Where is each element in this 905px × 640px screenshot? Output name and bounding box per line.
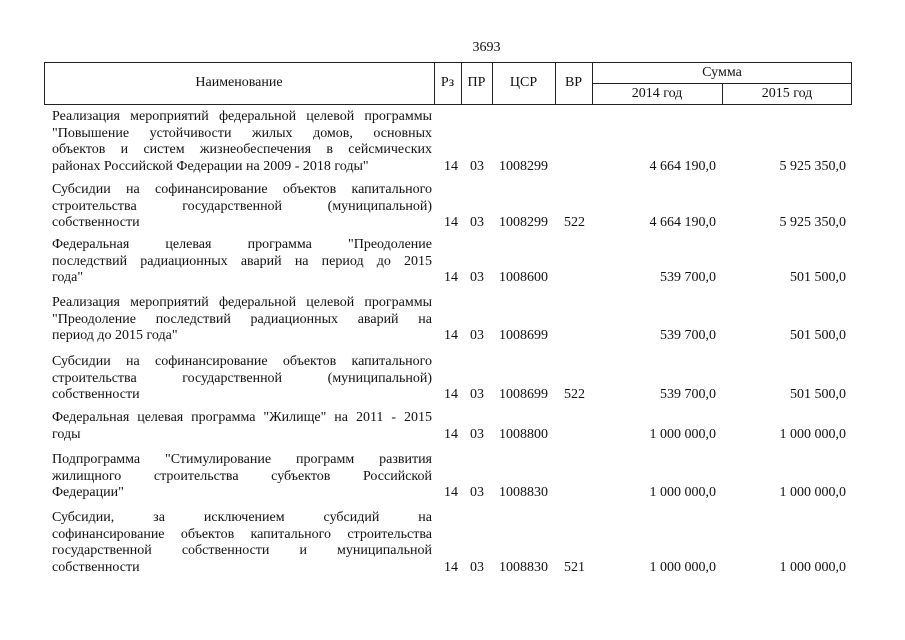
row-name (52, 109, 432, 175)
table-header (44, 62, 852, 104)
row-sum-2015: 501 500,0 (790, 270, 846, 285)
row-name-line: жилищного строительства субъектов Российской (52, 468, 432, 484)
row-rz: 14 (444, 485, 458, 500)
header-year-2015: 2015 год (761, 86, 813, 101)
header-name: Наименование (195, 75, 283, 90)
row-sum-2015: 501 500,0 (790, 387, 846, 402)
table-row (52, 410, 852, 443)
row-name (52, 410, 432, 443)
header-pr: ПР (467, 75, 486, 90)
table-row (52, 237, 852, 287)
row-name-line: районах Российской Федерации на 2009 - 2018 годы" (52, 158, 369, 174)
row-name-line: Субсидии на софинансирование объектов капитального (52, 354, 432, 369)
row-pr: 03 (470, 559, 484, 575)
row-name-line: "Преодоление последствий радиационных аварий на (52, 311, 432, 327)
row-name-line: объектов и систем жизнеобеспечения в сейсмических (52, 142, 432, 157)
row-name-line: софинансирование объектов капитального строительства (52, 526, 432, 542)
row-sum-2014: 539 700,0 (660, 387, 716, 402)
header-vr: ВР (564, 75, 583, 90)
row-rz: 14 (444, 215, 458, 230)
header-csr: ЦСР (509, 75, 538, 90)
row-sum-2015: 1 000 000,0 (779, 559, 846, 575)
row-csr: 1008800 (499, 426, 548, 442)
row-name (52, 510, 432, 576)
row-name-line: Федеральная целевая программа "Преодоление (52, 237, 432, 252)
row-rz: 14 (444, 387, 458, 402)
row-name-line: года" (52, 270, 84, 285)
row-pr: 03 (470, 328, 484, 343)
row-sum-2014: 539 700,0 (660, 328, 716, 343)
row-pr: 03 (470, 158, 484, 174)
row-vr: 521 (564, 559, 585, 575)
row-name (52, 354, 432, 404)
row-name (52, 182, 432, 232)
header-rz: Рз (440, 75, 455, 90)
row-vr: 522 (564, 215, 585, 230)
row-pr: 03 (470, 270, 484, 285)
row-pr: 03 (470, 485, 484, 500)
row-csr: 1008699 (499, 328, 548, 343)
row-rz: 14 (444, 158, 458, 174)
row-name-line: собственности (52, 387, 140, 402)
row-sum-2014: 1 000 000,0 (649, 485, 716, 500)
row-name-line: Субсидии на софинансирование объектов капитального (52, 182, 432, 197)
row-name-line: Реализация мероприятий федеральной целевой программы (52, 295, 432, 310)
row-name-line: собственности (52, 215, 140, 230)
table-row (52, 510, 852, 576)
row-name (52, 452, 432, 502)
row-sum-2014: 4 664 190,0 (649, 215, 716, 230)
page-number: 3693 (472, 40, 501, 55)
row-sum-2014: 1 000 000,0 (649, 426, 716, 442)
row-rz: 14 (444, 559, 458, 575)
row-csr: 1008299 (499, 215, 548, 230)
header-sum: Сумма (702, 65, 742, 80)
table-row (52, 354, 852, 404)
row-rz: 14 (444, 270, 458, 285)
row-name-line: Реализация мероприятий федеральной целевой программы (52, 109, 432, 124)
row-name (52, 295, 432, 345)
row-sum-2015: 5 925 350,0 (779, 215, 846, 230)
row-name-line: государственной собственности и муниципальной (52, 543, 432, 558)
header-top-border (44, 62, 852, 63)
row-name-line: Федеральная целевая программа "Жилище" на 2011 - 2015 (52, 410, 432, 425)
table-row (52, 182, 852, 232)
row-name-line: период до 2015 года" (52, 328, 178, 343)
row-csr: 1008830 (499, 559, 548, 575)
row-sum-2015: 5 925 350,0 (779, 158, 846, 174)
row-csr: 1008830 (499, 485, 548, 500)
row-sum-2014: 1 000 000,0 (649, 559, 716, 575)
row-sum-2015: 501 500,0 (790, 328, 846, 343)
row-name-line: строительства государственной (муниципальной) (52, 370, 432, 386)
header-bottom-border (44, 104, 852, 105)
row-vr: 522 (564, 387, 585, 402)
row-name-line: строительства государственной (муниципальной) (52, 198, 432, 214)
row-name (52, 237, 432, 287)
row-rz: 14 (444, 328, 458, 343)
row-csr: 1008600 (499, 270, 548, 285)
row-name-line: годы (52, 426, 81, 442)
row-sum-2014: 4 664 190,0 (649, 158, 716, 174)
header-year-2014: 2014 год (631, 86, 683, 101)
row-pr: 03 (470, 387, 484, 402)
row-name-line: Федерации" (52, 485, 124, 500)
row-pr: 03 (470, 426, 484, 442)
row-sum-2015: 1 000 000,0 (779, 485, 846, 500)
row-csr: 1008299 (499, 158, 548, 174)
row-name-line: собственности (52, 559, 140, 575)
table-row (52, 452, 852, 502)
row-sum-2014: 539 700,0 (660, 270, 716, 285)
row-name-line: Субсидии, за исключением субсидий на (52, 510, 432, 525)
row-sum-2015: 1 000 000,0 (779, 426, 846, 442)
row-csr: 1008699 (499, 387, 548, 402)
table-row (52, 295, 852, 345)
row-name-line: Подпрограмма "Стимулирование программ развития (52, 452, 432, 467)
row-name-line: "Повышение устойчивости жилых домов, основных (52, 125, 432, 141)
row-rz: 14 (444, 426, 458, 442)
row-name-line: последствий радиационных аварий на период до 2015 (52, 253, 432, 269)
row-pr: 03 (470, 215, 484, 230)
table-row (52, 109, 852, 175)
